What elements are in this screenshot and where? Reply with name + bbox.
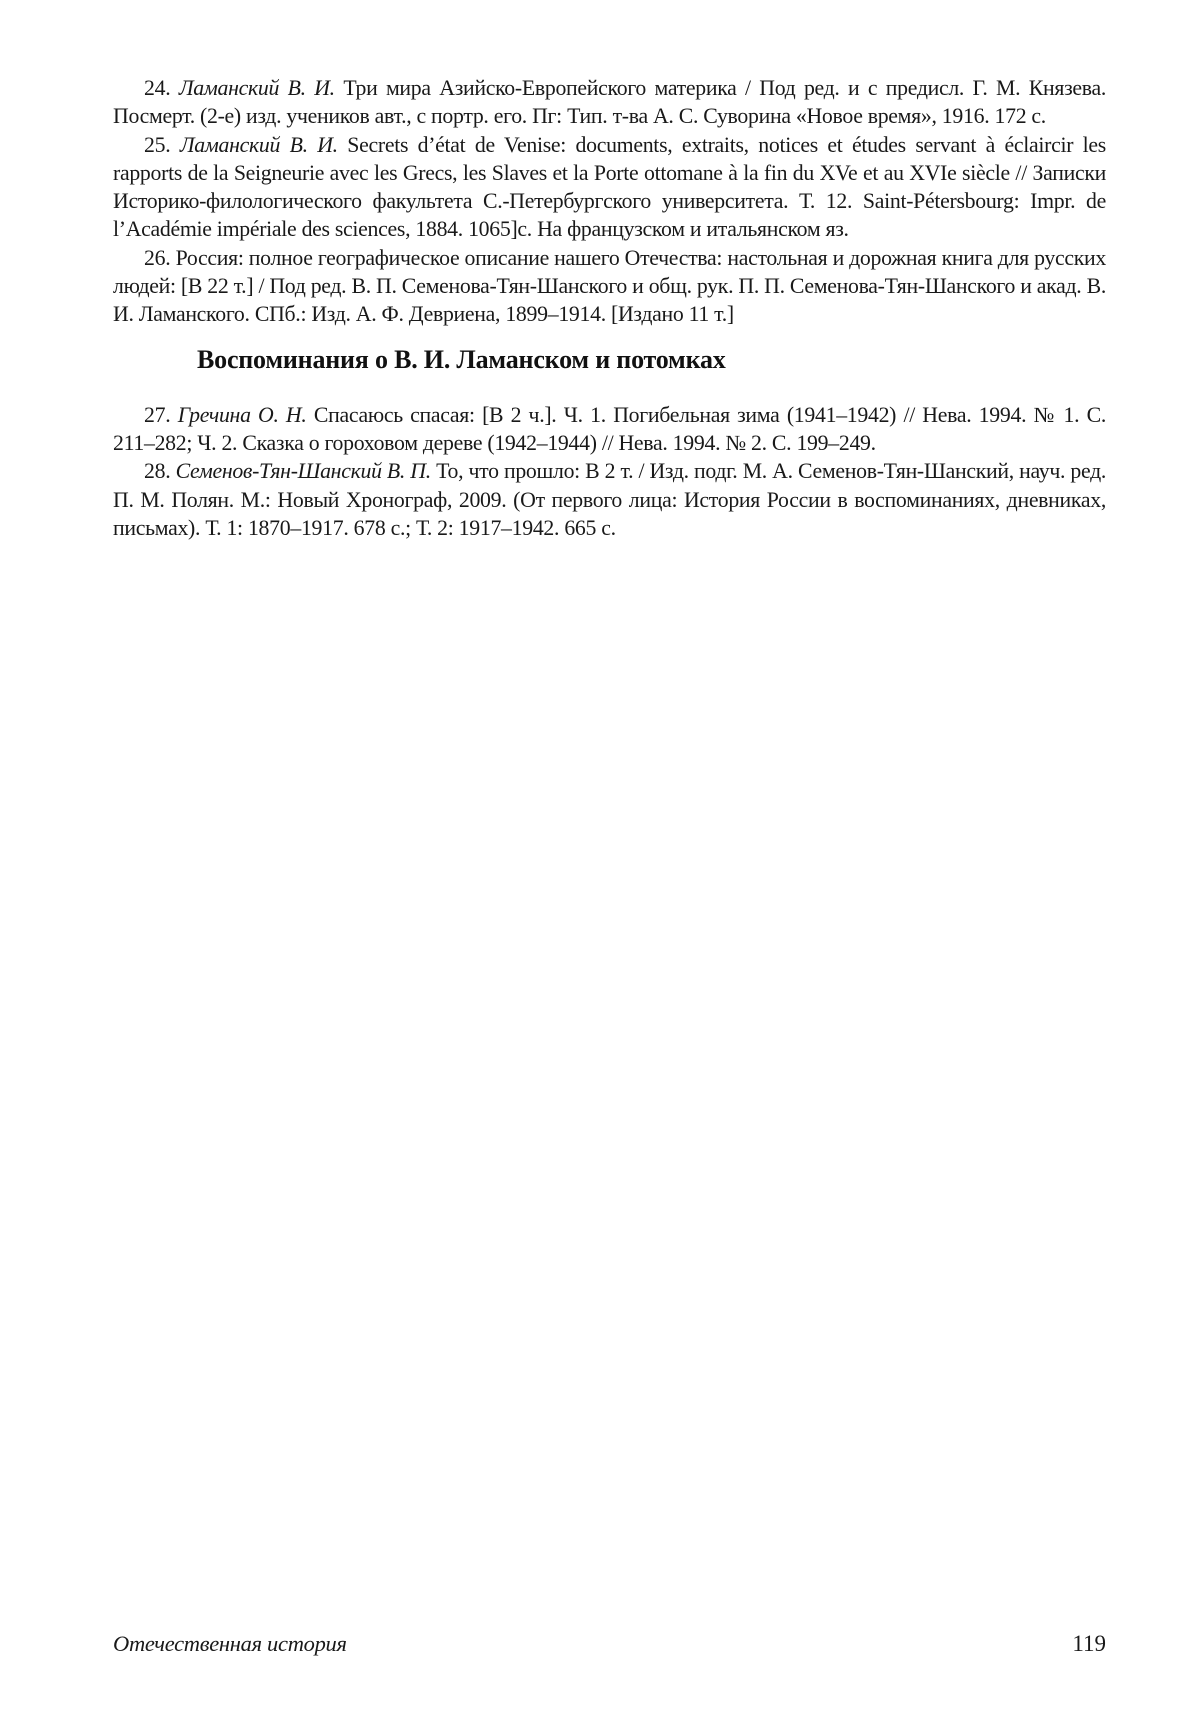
section-heading: Воспоминания о В. И. Ламанском и потомках [197,344,726,374]
entry-number: 25. [144,132,171,157]
entry-text: Три мира Азийско-Европейского материка / Под ред. и с предисл. Г. М. Князева. Посмерт. (2-е) изд. учеников авт., с портр. его. Пг: Тип. т-ва А. С. Суворина «Новое время», 1916. 172 с. [113,76,1106,129]
entry-text: То, что прошло: В 2 т. / Изд. подг. М. А. Семенов-Тян-Шанский, науч. ред. П. М. Полян. М.: Новый Хронограф, 2009. (От первого лица: История России в воспоминаниях, дневниках, письмах). Т. 1: 1870–1917. 678 с.; Т. 2: 1917–1942. 665 с. [113,459,1107,540]
bibliography-entry-26 [113,244,1106,329]
entry-author: Ламанский В. И. [179,132,338,157]
entry-text: Россия: полное географическое описание нашего Отечества: настольная и дорожная книга для русских людей: [В 22 т.] / Под ред. В. П. Семенова-Тян-Шанского и общ. рук. П. П. Семенова-Тян-Шанского и акад. В. И. Ламанского. СПб.: Изд. А. Ф. Девриена, 1899–1914. [Издано 11 т.] [113,245,1106,327]
running-title: Отечественная история [113,1631,347,1656]
bibliography-entry-25 [113,131,1106,244]
entry-number: 28. [144,459,171,484]
entry-number: 26. [144,245,171,270]
bibliography-entry-24 [113,74,1106,131]
entry-text: Secrets d’état de Venise: documents, extraits, notices et études servant à éclaircir les rapports de la Seigneurie avec les Grecs, les Slaves et la Porte ottomane à la fin du XVe et au XVIe siècle // Записки Историко-филологического факультета С.-Петербургского университета. Т. 12. Saint-Pétersbourg: Impr. de l’Académie impériale des sciences, 1884. 1065]с. На французском и итальянском яз. [113,132,1106,242]
page-number: 119 [1072,1631,1106,1656]
entry-number: 27. [144,402,171,427]
bibliography-entry-28 [113,457,1106,542]
bibliography-entry-27 [113,401,1106,458]
entry-text: Спасаюсь спасая: [В 2 ч.]. Ч. 1. Погибельная зима (1941–1942) // Нева. 1994. № 1. С. 211–282; Ч. 2. Сказка о гороховом дереве (1942–1944) // Нева. 1994. № 2. С. 199–249. [113,402,1106,455]
entry-author: Ламанский В. И. [178,76,335,100]
entry-author: Гречина О. Н. [177,402,307,427]
entry-author: Семенов-Тян-Шанский В. П. [175,459,431,484]
page-footer [113,1631,1106,1657]
entry-number: 24. [144,76,171,100]
bibliography-content [113,74,1106,542]
